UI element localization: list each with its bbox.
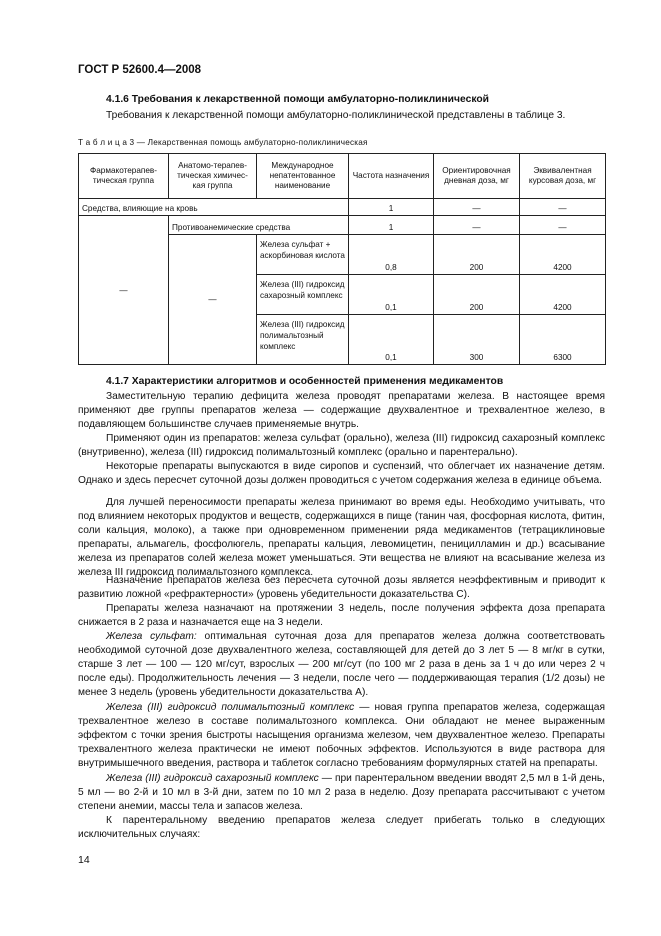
drug-name: Железа (III) гидроксид сахарозный комплекс (257, 275, 349, 315)
emphasis: Железа (III) гидроксид сахарозный комплекс (106, 773, 319, 784)
drug-course-dose: 6300 (520, 315, 606, 365)
header-frequency: Частота назначения (349, 154, 434, 199)
drug-course-dose: 4200 (520, 235, 606, 275)
paragraph-text: — при парентеральном введении вводят 2,5 мл в 1-й день, 5 мл — во 2-й и 10 мл в 3-й дни, затем по 10 мл 2 раза в неделю. Дозу препарата рассчитывают с учетом степени анемии, массы тела и запасов железа. (78, 773, 606, 812)
paragraph: Применяют один из препаратов: железа сульфат (орально), железа (III) гидроксид сахарозный комплекс (внутривенно), железа (III) гидроксид полимальтозный комплекс (орально и парентерально). (78, 433, 605, 458)
subgroup-frequency: 1 (349, 216, 434, 235)
subgroup-label: Противоанемические средства (169, 216, 349, 235)
paragraph: Для лучшей переносимости препараты железа принимают во время еды. Необходимо учитывать, что под влиянием некоторых продуктов и веществ, содержащихся в пище (танин чая, фосфорная кислота, фитин, соли кальция, молоко), а также при одновременном применении ряда медикаментов (тетрациклиновые препараты, альмагель, фосфолюгель, препараты кальция, левомицетин, пеницилламин и др.) всасывание железа из препаратов солей железа может уменьшаться. Эти вещества не влияют на всасывание железа из железа III гидроксид полимальтозного комплекса. (78, 497, 605, 578)
table-3-caption: Т а б л и ц а 3 — Лекарственная помощь амбулаторно-поликлиническая (78, 138, 368, 147)
subgroup-course-dose: — (520, 216, 606, 235)
drug-course-dose: 4200 (520, 275, 606, 315)
emphasis: Железа сульфат: (106, 631, 197, 642)
table-row (79, 199, 606, 216)
group-course-dose: — (520, 199, 606, 216)
group-daily-dose: — (434, 199, 520, 216)
page-number: 14 (78, 854, 90, 866)
drug-daily-dose: 300 (434, 315, 520, 365)
drug-frequency: 0,1 (349, 275, 434, 315)
paragraph: Некоторые препараты выпускаются в виде сиропов и суспензий, что облегчает их назначение детям. Однако и здесь пересчет суточной дозы должен проводиться с учетом содержания железа в единице объема. (78, 461, 605, 486)
emphasis: Железа (III) гидроксид полимальтозный комплекс (106, 702, 355, 713)
drug-name: Железа (III) гидроксид полимальтозный комплекс (257, 315, 349, 365)
paragraph: Назначение препаратов железа без пересчета суточной дозы является неэффективным и приводит к развитию ложной «рефрактерности» (уровень убедительности доказательства С). (78, 575, 605, 600)
paragraph: К парентеральному введению препаратов железа следует прибегать только в следующих исключительных случаях: (78, 815, 605, 840)
header-daily-dose: Ориентировочная дневная доза, мг (434, 154, 520, 199)
drug-frequency: 0,8 (349, 235, 434, 275)
header-pharm-group: Фармакотерапев-тическая группа (79, 154, 169, 199)
group-label: Средства, влияющие на кровь (79, 199, 349, 216)
paragraph-text: — новая группа препаратов железа, содержащая трехвалентное железо в составе полимальтозного комплекса. Они обладают не менее выраженным эффектом с точки зрения быстроты насыщения организма железом, чем двухвалентное железо. Препараты трехвалентного железа практически не имеют побочных эффектов. Используются в виде раствора для внутримышечного введения, раствора и таблеток согласно требованиям формулярных статей на препараты. (78, 702, 605, 769)
table-header-row (79, 154, 606, 199)
paragraph: Препараты железа назначают на протяжении 3 недель, после получения эффекта доза препарата снижается в 2 раза и назначается еще на 3 недели. (78, 603, 605, 628)
drug-daily-dose: 200 (434, 235, 520, 275)
drug-frequency: 0,1 (349, 315, 434, 365)
paragraph (78, 630, 605, 700)
section-4-1-6-text: Требования к лекарственной помощи амбулаторно-поликлинической представлены в таблице 3. (106, 110, 566, 121)
atc-group-dash: — (169, 235, 257, 365)
header-course-dose: Эквивалентная курсовая доза, мг (520, 154, 606, 199)
group-frequency: 1 (349, 199, 434, 216)
header-inn: Международное непатентованное наименование (257, 154, 349, 199)
document-header: ГОСТ Р 52600.4—2008 (78, 64, 202, 76)
drug-daily-dose: 200 (434, 275, 520, 315)
section-4-1-7-title: 4.1.7 Характеристики алгоритмов и особенностей применения медикаментов (106, 376, 504, 387)
header-atc-group: Анатомо-терапев-тическая химичес-кая группа (169, 154, 257, 199)
drug-name: Железа сульфат + аскорбиновая кислота (257, 235, 349, 275)
section-4-1-6-title: 4.1.6 Требования к лекарственной помощи амбулаторно-поликлинической (106, 94, 489, 105)
table-3 (78, 153, 606, 365)
table-row (79, 216, 606, 235)
subgroup-daily-dose: — (434, 216, 520, 235)
paragraph: Заместительную терапию дефицита железа проводят препаратами железа. В настоящее время применяют две группы препаратов железа — содержащие двухвалентное и трехвалентное железо, в подавляющем большинстве случаев применяемые внутрь. (78, 391, 605, 430)
paragraph-text: оптимальная суточная доза для препаратов железа должна соответствовать необходимой суточной дозе двухвалентного железа, составляющей для детей до 3 лет 5 — 8 мг/кг в сутки, старше 3 лет — 100 — 120 мг/сут, взрослых — 200 мг/сут (по 100 мг 2 раза в день за 1 ч до или через 2 ч после еды). Продолжительность лечения — 3 недели, после чего — поддерживающая терапия (1/2 дозы) не менее 3 недель (уровень убедительности доказательства А). (78, 631, 605, 698)
paragraph (78, 772, 605, 814)
pharm-group-dash: — (79, 216, 169, 365)
paragraph (78, 701, 605, 771)
